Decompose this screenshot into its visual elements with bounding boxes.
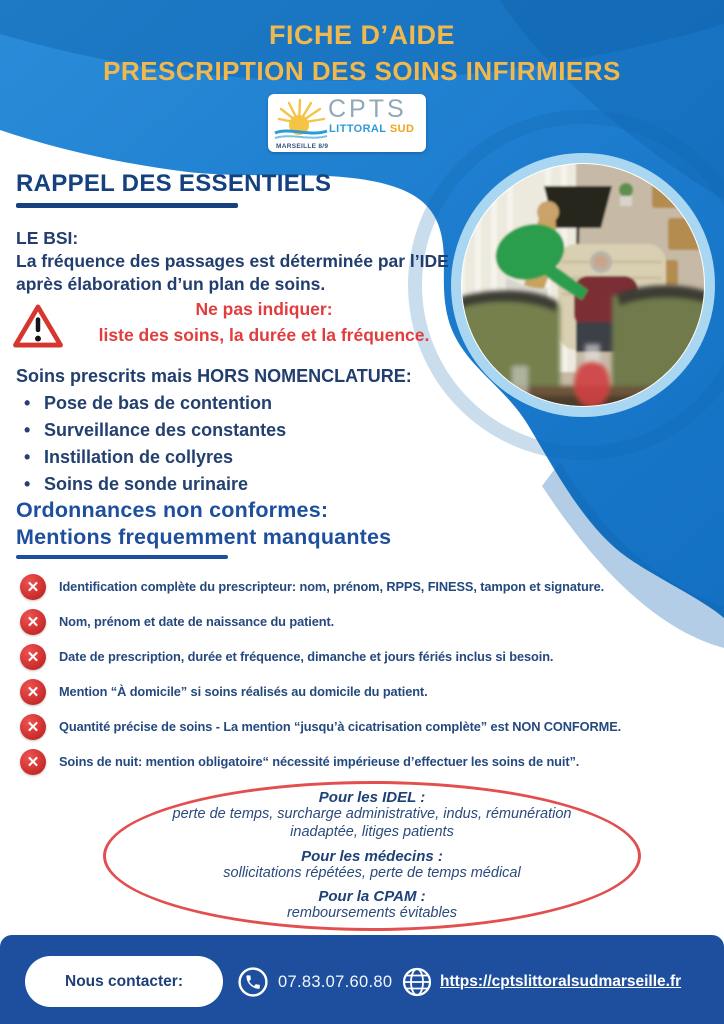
consequence-group <box>152 789 592 841</box>
list-item-text: Soins de nuit: mention obligatoire“ nécessité impérieuse d’effectuer les soins de nuit”. <box>59 753 580 769</box>
list-item <box>20 573 718 600</box>
warning-text <box>68 296 460 349</box>
logo-name-primary: LITTORAL <box>329 123 387 135</box>
contact-footer <box>0 935 724 1024</box>
list-item <box>20 713 718 740</box>
list-item-text: Identification complète du prescripteur: nom, prénom, RPPS, FINESS, tampon et signature. <box>59 578 605 594</box>
list-item: • Surveillance des constantes <box>16 417 446 444</box>
non-conformes-heading-line2: Mentions frequemment manquantes <box>16 525 392 550</box>
red-x-icon: ✕ <box>20 679 46 705</box>
consequences-ellipse <box>103 781 641 931</box>
logo-subtitle: MARSEILLE 8/9 <box>276 143 329 150</box>
red-x-icon: ✕ <box>20 644 46 670</box>
warning-line2: liste des soins, la durée et la fréquence. <box>98 325 430 346</box>
list-item: • Instillation de collyres <box>16 444 446 471</box>
bsi-label: LE BSI: <box>16 228 79 248</box>
list-item: • Pose de bas de contention <box>16 390 446 417</box>
list-item <box>20 608 718 635</box>
red-x-icon: ✕ <box>20 609 46 635</box>
bsi-text: La fréquence des passages est déterminée par l’IDE après élaboration d’un plan de soins. <box>16 251 449 295</box>
red-x-icon: ✕ <box>20 749 46 775</box>
consequence-title: Pour la CPAM : <box>318 888 426 906</box>
heading-underline <box>16 555 228 559</box>
section-heading-non-conformes <box>16 497 391 551</box>
contact-pill <box>25 956 223 1007</box>
page-title-line1: FICHE D’AIDE <box>268 20 455 50</box>
cpts-logo <box>268 94 426 152</box>
consequence-title: Pour les médecins : <box>301 847 443 865</box>
red-x-icon: ✕ <box>20 574 46 600</box>
logo-name-accent: SUD <box>389 123 415 135</box>
list-item-text: Mention “À domicile” si soins réalisés au domicile du patient. <box>59 683 428 699</box>
consequence-text: perte de temps, surcharge administrative, indus, rémunération inadaptée, litiges patients <box>172 806 572 840</box>
consequence-group <box>223 848 520 883</box>
phone-number: 07.83.07.60.80 <box>278 973 393 991</box>
hors-nomenclature-heading: Soins prescrits mais HORS NOMENCLATURE: <box>16 366 412 386</box>
warning-block <box>12 296 460 355</box>
contact-label: Nous contacter: <box>65 972 183 990</box>
warning-line1: Ne pas indiquer: <box>195 299 333 319</box>
website-link[interactable]: https://cptslittoralsudmarseille.fr <box>440 973 682 990</box>
list-item <box>20 643 718 670</box>
consequence-group <box>287 888 457 923</box>
sun-icon <box>271 97 329 143</box>
section-heading-essentials: RAPPEL DES ESSENTIELS <box>16 170 332 197</box>
hors-nomenclature-list <box>16 390 446 498</box>
missing-mentions-list <box>20 573 718 775</box>
page-title-line2: PRESCRIPTION DES SOINS INFIRMIERS <box>103 56 621 86</box>
list-item <box>20 678 718 705</box>
consequence-title: Pour les IDEL : <box>318 789 426 807</box>
list-item: • Soins de sonde urinaire <box>16 471 446 498</box>
list-item-text: Nom, prénom et date de naissance du patient. <box>59 613 335 629</box>
consequence-text: remboursements évitables <box>286 905 458 922</box>
list-item <box>20 748 718 775</box>
warning-triangle-icon <box>12 296 68 355</box>
non-conformes-heading-line1: Ordonnances non conformes: <box>16 498 329 522</box>
logo-acronym: CPTS <box>328 95 407 123</box>
list-item-text: Date de prescription, durée et fréquence, dimanche et jours fériés inclus si besoin. <box>59 648 554 664</box>
list-item-text: Quantité précise de soins - La mention “jusqu’à cicatrisation complète” est NON CONFORME. <box>59 718 622 734</box>
bsi-paragraph <box>16 227 454 296</box>
globe-icon <box>402 967 432 997</box>
red-x-icon: ✕ <box>20 714 46 740</box>
phone-icon <box>238 967 268 997</box>
consequence-text: sollicitations répétées, perte de temps médical <box>223 864 521 881</box>
heading-underline <box>16 203 238 208</box>
logo-name <box>329 123 414 135</box>
